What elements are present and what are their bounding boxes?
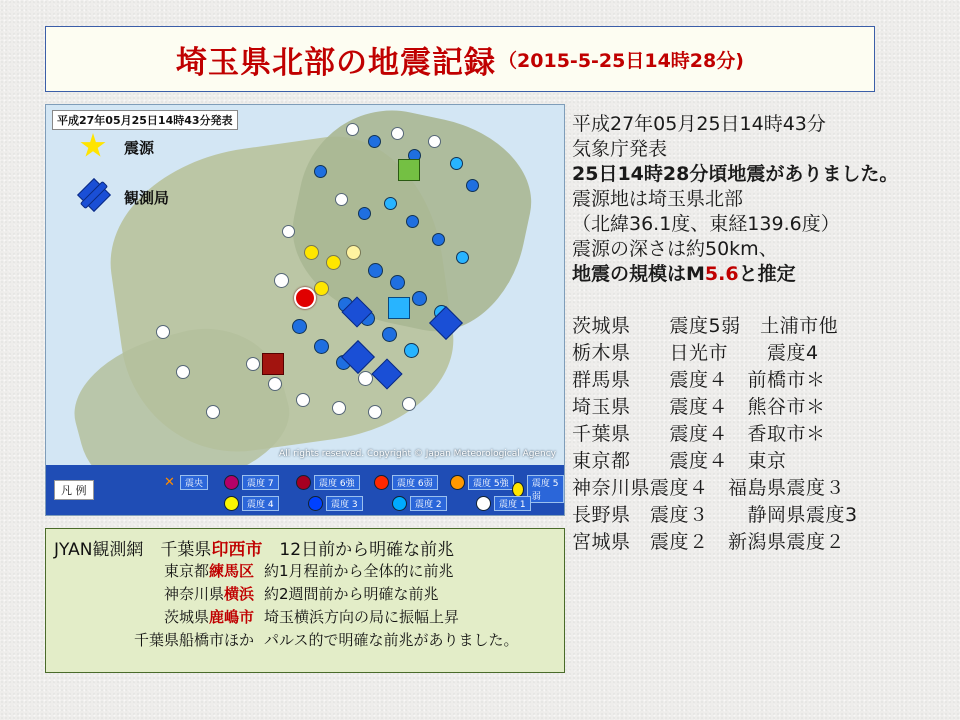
legend-item (392, 496, 447, 511)
intensity-dot (346, 123, 359, 136)
title-sub-text: （2015-5-25日14時28分) (498, 49, 744, 72)
report-line: 震源の深さは約50km、 (572, 238, 778, 260)
legend-swatch-icon (224, 496, 239, 511)
report-line: 震源地は埼玉県北部 (572, 188, 744, 210)
intensity-dot (382, 327, 397, 342)
intensity-list-item: 埼玉県 震度４ 熊谷市＊ (572, 396, 826, 418)
intensity-dot (404, 343, 419, 358)
precursor-location-pre: 茨城県 (163, 608, 209, 626)
earthquake-map[interactable] (45, 104, 565, 516)
station-square-marker (262, 353, 284, 375)
precursor-header-highlight: 印西市 (211, 540, 263, 560)
intensity-list-item: 神奈川県震度４ 福島県震度３ (572, 477, 846, 499)
precursor-header-post: 12日前から明確な前兆 (262, 540, 455, 560)
intensity-dot (176, 365, 190, 379)
intensity-dot (314, 165, 327, 178)
legend-bar-title: 凡 例 (54, 480, 94, 500)
legend-item-label: 震度 5弱 (527, 475, 564, 503)
intensity-list-item: 宮城県 震度２ 新潟県震度２ (572, 531, 846, 553)
legend-item (308, 496, 363, 511)
intensity-dot (466, 179, 479, 192)
legend-swatch-icon (450, 475, 465, 490)
report-line: 平成27年05月25日14時43分 (572, 113, 826, 135)
legend-item (476, 496, 531, 511)
precursor-panel (45, 528, 565, 673)
precursor-location-highlight: 練馬区 (208, 562, 254, 580)
precursor-location (54, 629, 264, 652)
intensity-dot (246, 357, 260, 371)
intensity-dot (304, 245, 319, 260)
intensity-dot (450, 157, 463, 170)
legend-item (224, 475, 279, 490)
legend-item-label: 震度 2 (410, 496, 447, 511)
legend-item-label: 震度 6弱 (392, 475, 438, 490)
intensity-dot (412, 291, 427, 306)
intensity-dot (156, 325, 170, 339)
intensity-dot (326, 255, 341, 270)
legend-swatch-icon (476, 496, 491, 511)
precursor-location-post: ほか (223, 631, 254, 649)
magnitude-prefix: 地震の規模はM (572, 263, 705, 285)
precursor-location (54, 560, 264, 583)
report-panel (572, 112, 960, 556)
legend-station-label: 観測局 (124, 189, 170, 207)
intensity-list-item: 東京都 震度４ 東京 (572, 450, 787, 472)
legend-item (164, 475, 208, 490)
intensity-dot (368, 135, 381, 148)
precursor-location (54, 606, 264, 629)
intensity-dot (292, 319, 307, 334)
legend-item-label: 震度 7 (242, 475, 279, 490)
precursor-location-pre: 東京都 (163, 562, 209, 580)
precursor-row (54, 560, 556, 583)
intensity-dot (368, 405, 382, 419)
legend-epicenter-label: 震源 (124, 139, 155, 157)
legend-swatch-icon (224, 475, 239, 490)
intensity-dot (456, 251, 469, 264)
legend-item-label: 震央 (180, 475, 208, 490)
map-timestamp-label: 平成27年05月25日14時43分発表 (52, 110, 238, 130)
intensity-dot (206, 405, 220, 419)
intensity-dot (274, 273, 289, 288)
intensity-dot (335, 193, 348, 206)
legend-item-label: 震度 5強 (468, 475, 514, 490)
station-square-marker (388, 297, 410, 319)
precursor-row (54, 606, 556, 629)
intensity-dot (314, 339, 329, 354)
precursor-location-highlight: 鹿嶋市 (208, 608, 254, 626)
report-line: 25日14時28分頃地震がありました。 (572, 163, 899, 185)
precursor-header (54, 535, 556, 560)
precursor-description: 約2週間前から明確な前兆 (264, 585, 439, 603)
legend-swatch-icon: ✕ (164, 475, 175, 490)
magnitude-value: 5.6 (704, 263, 739, 285)
precursor-header-pre: JYAN観測網 千葉県 (54, 540, 212, 560)
intensity-list (572, 313, 960, 556)
precursor-location-highlight: 横浜 (223, 585, 254, 603)
intensity-dot (358, 207, 371, 220)
precursor-location-pre: 神奈川県 (163, 585, 224, 603)
epicenter-marker (294, 287, 316, 309)
legend-item (296, 475, 360, 490)
legend-item (450, 475, 514, 490)
intensity-dot (368, 263, 383, 278)
precursor-row (54, 583, 556, 606)
intensity-dot (314, 281, 329, 296)
precursor-description: 約1月程前から全体的に前兆 (264, 562, 454, 580)
legend-swatch-icon (512, 482, 524, 497)
report-line: （北緯36.1度、東経139.6度） (572, 213, 840, 235)
intensity-dot (268, 377, 282, 391)
intensity-dot (332, 401, 346, 415)
page-title (45, 26, 875, 92)
report-magnitude-line (572, 262, 960, 287)
legend-item-label: 震度 1 (494, 496, 531, 511)
intensity-dot (402, 397, 416, 411)
legend-item (224, 496, 279, 511)
precursor-location (54, 583, 264, 606)
legend-swatch-icon (374, 475, 389, 490)
intensity-dot (406, 215, 419, 228)
precursor-row (54, 629, 556, 652)
legend-swatch-icon (392, 496, 407, 511)
legend-swatch-icon (296, 475, 311, 490)
legend-item (374, 475, 438, 490)
intensity-list-item: 長野県 震度３ 静岡県震度3 (572, 504, 858, 526)
magnitude-suffix: と推定 (738, 263, 796, 285)
intensity-dot (296, 393, 310, 407)
title-main-text: 埼玉県北部の地震記録 (176, 44, 497, 81)
legend-swatch-icon (308, 496, 323, 511)
legend-item-label: 震度 6強 (314, 475, 360, 490)
intensity-dot (346, 245, 361, 260)
precursor-description: パルス的で明確な前兆がありました。 (264, 631, 519, 649)
intensity-dot (391, 127, 404, 140)
report-line: 気象庁発表 (572, 138, 668, 160)
intensity-list-item: 栃木県 日光市 震度4 (572, 342, 819, 364)
legend-item-label: 震度 4 (242, 496, 279, 511)
map-legend-bar (46, 465, 564, 515)
intensity-list-item: 千葉県 震度４ 香取市＊ (572, 423, 826, 445)
intensity-dot (384, 197, 397, 210)
legend-item-label: 震度 3 (326, 496, 363, 511)
intensity-dot (432, 233, 445, 246)
intensity-list-item: 群馬県 震度４ 前橋市＊ (572, 369, 826, 391)
station-square-marker (398, 159, 420, 181)
intensity-dot (390, 275, 405, 290)
intensity-dot (282, 225, 295, 238)
intensity-list-item: 茨城県 震度5弱 土浦市他 (572, 315, 839, 337)
precursor-location-pre: 千葉県船橋市 (133, 631, 224, 649)
map-copyright: All rights reserved. Copyright © Japan Meteorological Agency (279, 449, 556, 459)
intensity-dot (428, 135, 441, 148)
precursor-description: 埼玉横浜方向の局に振幅上昇 (264, 608, 460, 626)
